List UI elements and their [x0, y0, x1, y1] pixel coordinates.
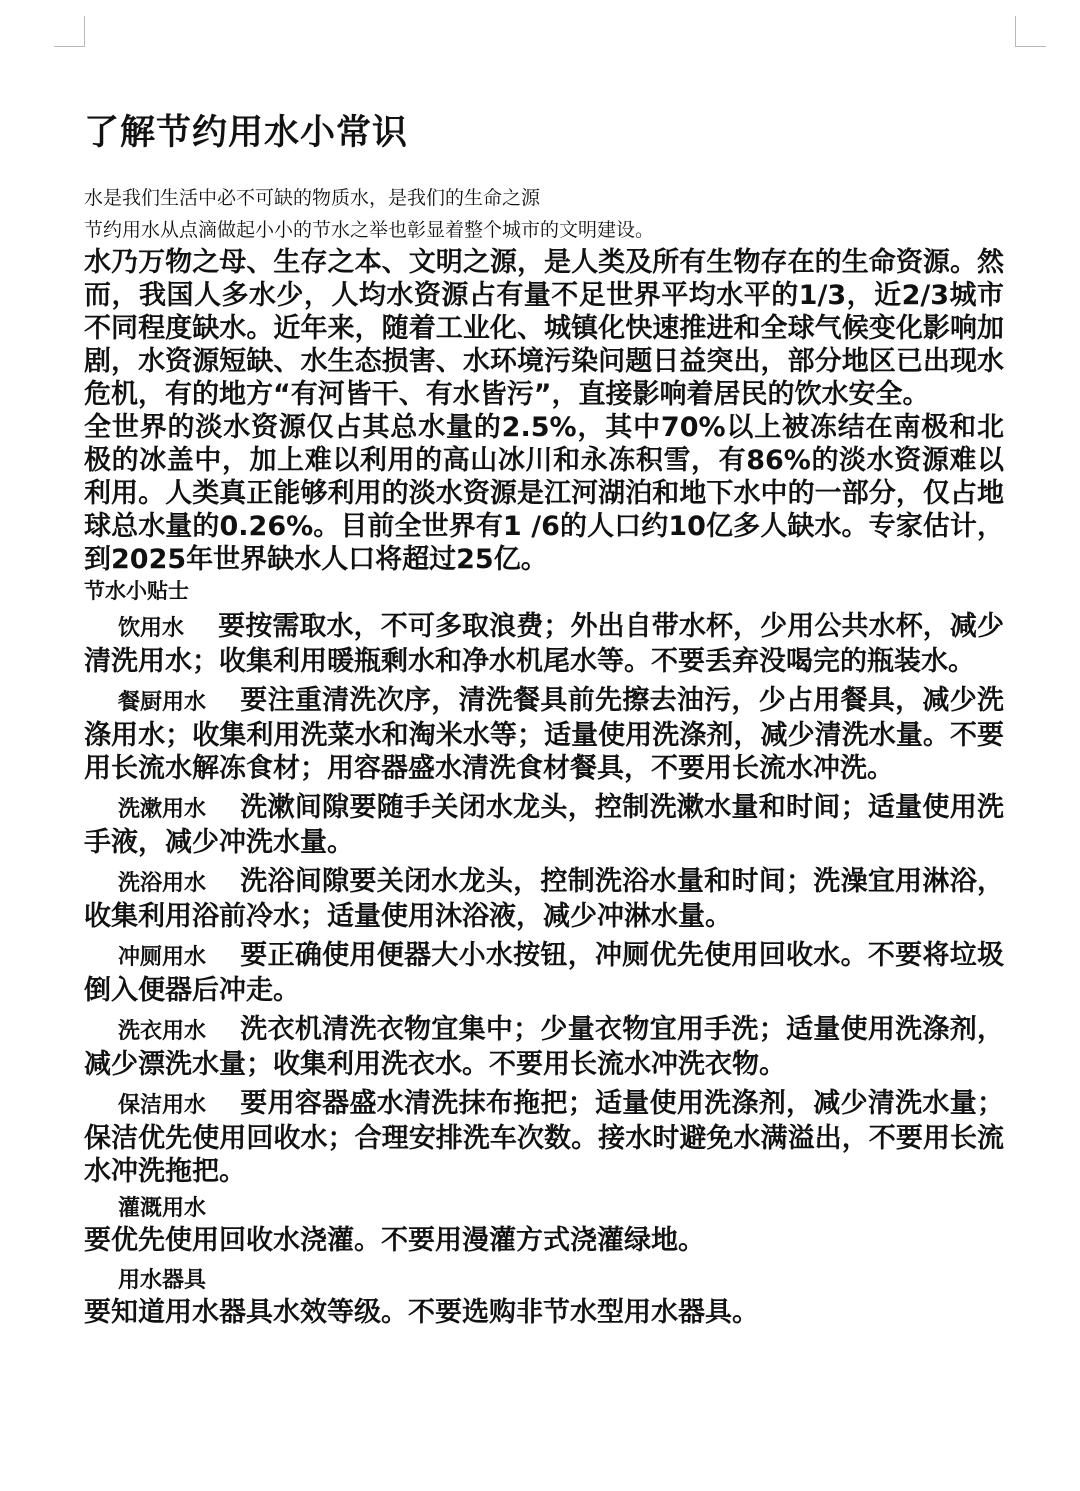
tip-irrigation-text: 要优先使用回收水浇灌。不要用漫灌方式浇灌绿地。 — [84, 1225, 705, 1256]
tip-label: 洗浴用水 — [118, 871, 207, 896]
page-corner-mark-top-right — [1015, 16, 1046, 47]
tip-bathing-water — [84, 865, 1004, 933]
tip-text: 洗衣机清洗衣物宜集中；少量衣物宜用手洗；适量使用洗涤剂，减少漂洗水量；收集利用洗衣水。不要用长流水冲洗衣物。 — [84, 1014, 1004, 1080]
tip-kitchen-water — [84, 684, 1004, 785]
tips-heading: 节水小贴士 — [84, 579, 189, 603]
tip-washing-water — [84, 791, 1004, 859]
tip-label: 饮用水 — [118, 616, 185, 641]
tip-irrigation-label: 灌溉用水 — [118, 1196, 207, 1221]
page-title: 了解节约用水小常识 — [84, 113, 409, 153]
tip-appliances-text: 要知道用水器具水效等级。不要选购非节水型用水器具。 — [84, 1297, 759, 1328]
tip-appliances-label: 用水器具 — [118, 1268, 207, 1293]
paragraph-water-resources: 水乃万物之母、生存之本、文明之源，是人类及所有生物存在的生命资源。然而，我国人多水少，人均水资源占有量不足世界平均水平的1/3，近2/3城市不同程度缺水。近年来，随着工业化、城镇化快速推进和全球气候变化影响加剧，水资源短缺、水生态损害、水环境污染问题日益突出，部分地区已出现水危机，有的地方“有河皆干、有水皆污”，直接影响着居民的饮水安全。 — [84, 247, 1004, 410]
tip-text: 要正确使用便器大小水按钮，冲厕优先使用回收水。不要将垃圾倒入便器后冲走。 — [84, 940, 1004, 1006]
tip-text: 要用容器盛水清洗抹布拖把；适量使用洗涤剂，减少清洗水量；保洁优先使用回收水；合理安排洗车次数。接水时避免水满溢出，不要用长流水冲洗拖把。 — [84, 1088, 1004, 1187]
tip-text: 要按需取水，不可多取浪费；外出自带水杯，少用公共水杯，减少清洗用水；收集利用暖瓶剩水和净水机尾水等。不要丢弃没喝完的瓶装水。 — [84, 611, 1004, 677]
tip-label: 冲厕用水 — [118, 945, 207, 970]
tip-label: 保洁用水 — [118, 1093, 207, 1118]
intro-line-1: 水是我们生活中必不可缺的物质水，是我们的生命之源 — [84, 187, 541, 209]
document-page — [84, 108, 1004, 1338]
tip-text: 洗浴间隙要关闭水龙头，控制洗浴水量和时间；洗澡宜用淋浴，收集利用浴前冷水；适量使用沐浴液，减少冲淋水量。 — [84, 866, 1004, 932]
tip-drinking-water — [84, 610, 1004, 678]
tip-text: 洗漱间隙要随手关闭水龙头，控制洗漱水量和时间；适量使用洗手液，减少冲洗水量。 — [84, 792, 1004, 858]
intro-line-2: 节约用水从点滴做起小小的节水之举也彰显着整个城市的文明建设。 — [84, 219, 655, 241]
tip-laundry-water — [84, 1013, 1004, 1081]
page-corner-mark-top-left — [54, 16, 85, 47]
tip-label: 洗衣用水 — [118, 1019, 207, 1044]
tip-toilet-water — [84, 939, 1004, 1007]
tip-label: 洗漱用水 — [118, 797, 207, 822]
tip-text: 要注重清洗次序，清洗餐具前先擦去油污，少占用餐具，减少洗涤用水；收集利用洗菜水和淘米水等；适量使用洗涤剂，减少清洗水量。不要用长流水解冻食材；用容器盛水清洗食材餐具，不要用长流水冲洗。 — [84, 685, 1004, 784]
tip-cleaning-water — [84, 1087, 1004, 1188]
paragraph-freshwater-stats: 全世界的淡水资源仅占其总水量的2.5%，其中70%以上被冻结在南极和北极的冰盖中，加上难以利用的高山冰川和永冻积雪，有86%的淡水资源难以利用。人类真正能够利用的淡水资源是江河湖泊和地下水中的一部分，仅占地球总水量的0.26%。目前全世界有1 /6的人口约10亿多人缺水。专家估计，到2025年世界缺水人口将超过25亿。 — [84, 412, 1004, 575]
tip-label: 餐厨用水 — [118, 690, 207, 715]
